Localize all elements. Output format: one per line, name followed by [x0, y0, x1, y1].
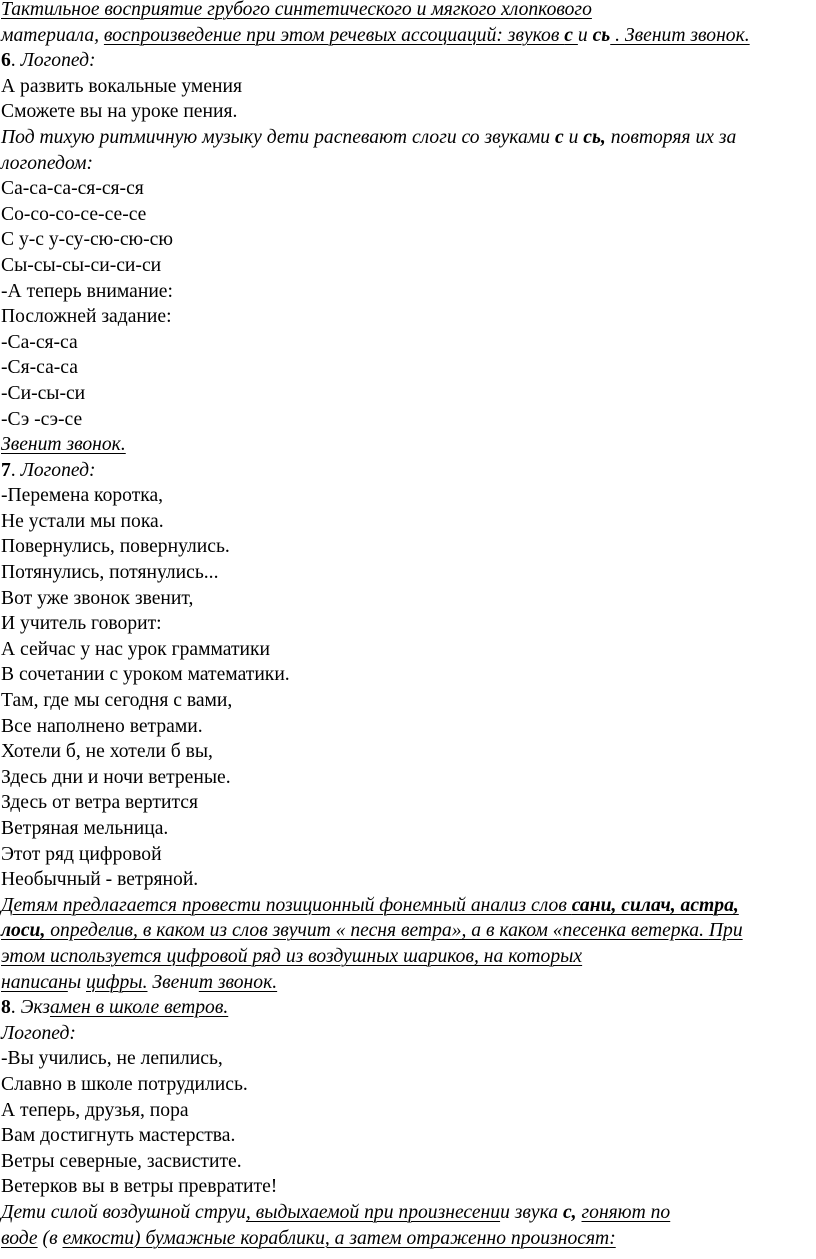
- task-line: [0, 918, 816, 944]
- poem-line: Необычный - ветряной.: [1, 869, 199, 891]
- task-text: пользуется цифровой ряд из воздушных шариков, на которых: [68, 945, 583, 967]
- text-line: Сможете вы на уроке пения.: [1, 101, 238, 123]
- poem-line: Повернулись, повернулись.: [1, 536, 230, 558]
- bell-line: [0, 432, 816, 458]
- intro-text: [104, 25, 578, 46]
- instruction-text: повторяя их за: [605, 126, 737, 148]
- task-text: воде: [1, 1227, 38, 1249]
- sound-s: с: [564, 24, 578, 46]
- task-text: емкости) бумажные кораблики, а затем отраженно произносят:: [62, 1227, 616, 1249]
- syllable-line: -А теперь внимание:: [1, 280, 173, 302]
- poem-line: Вам достигнуть мастерства.: [1, 1125, 236, 1147]
- intro-text: материала,: [1, 24, 104, 46]
- bell-text: . Звенит звонок.: [610, 24, 750, 46]
- task-line: [0, 893, 816, 919]
- intro-text: и: [577, 24, 593, 46]
- text-line: А развить вокальные умения: [1, 75, 242, 97]
- poem-line: Все наполнено ветрами.: [1, 715, 203, 737]
- task-text: написан: [1, 971, 68, 993]
- task-line: [0, 1226, 816, 1252]
- syllable-line: Со-со-со-се-се-се: [1, 203, 147, 225]
- instruction-line: логопедом:: [1, 152, 94, 174]
- syllable-line: Са-са-са-ся-ся-ся: [1, 178, 144, 200]
- separator: .: [10, 459, 21, 481]
- sound-sj: сь,: [583, 126, 606, 148]
- task-text: , выдыхаемой при произнесени: [245, 1201, 501, 1223]
- task-text: [1, 895, 739, 916]
- poem-line: -Вы учились, не лепились,: [1, 1048, 223, 1070]
- speaker-label: Логопед:: [20, 50, 96, 72]
- task-text: [1, 946, 582, 967]
- task-text: этом ис: [1, 945, 69, 967]
- intro-text: Тактильное восприятие грубого синтетического и мягкого хлопкового: [1, 0, 592, 20]
- poem-line: Здесь дни и ночи ветреные.: [1, 766, 231, 788]
- section-number: 6: [1, 50, 11, 72]
- task-line: [0, 1200, 816, 1226]
- instruction-line: [0, 125, 816, 151]
- syllable-line: С у-с у-су-сю-сю-сю: [1, 229, 174, 251]
- bell-text: Звени: [147, 971, 199, 993]
- syllable-line: -Ся-са-са: [1, 357, 78, 379]
- word-list: лоси,: [1, 920, 46, 942]
- task-line: [0, 970, 816, 996]
- section-8-heading: [0, 995, 816, 1021]
- task-text: (в: [37, 1227, 63, 1249]
- speaker-label: Логопед:: [1, 1022, 76, 1044]
- task-text: [1, 920, 743, 941]
- task-text: При: [708, 920, 743, 942]
- poem-line: -Перемена коротка,: [1, 485, 164, 507]
- poem-line: А сейчас у нас урок грамматики: [1, 638, 271, 660]
- intro-line-2: [0, 23, 816, 49]
- task-text: гоняют по: [581, 1201, 671, 1223]
- sound-s: с,: [562, 1201, 577, 1223]
- bell-text: т звонок.: [198, 971, 278, 993]
- poem-line: А теперь, друзья, пора: [1, 1099, 189, 1121]
- poem-line: Ветры северные, засвистите.: [1, 1150, 242, 1172]
- section-title: Экз: [20, 997, 50, 1019]
- task-line: [0, 944, 816, 970]
- task-text: и звука: [500, 1201, 563, 1223]
- task-text: ы: [67, 971, 86, 993]
- speaker-label: Логопед:: [20, 459, 96, 481]
- poem-line: Хотели б, не хотели б вы,: [1, 741, 213, 763]
- section-6-heading: [0, 48, 816, 74]
- poem-line: Славно в школе потрудились.: [1, 1073, 248, 1095]
- separator: .: [10, 997, 21, 1019]
- instruction-text: Под тихую ритмичную музыку дети распевают слоги со звуками: [1, 126, 555, 148]
- task-text: Детям предлагается провести позиционный фонемный анализ слов: [1, 894, 572, 916]
- poem-line: Вот уже звонок звенит,: [1, 587, 194, 609]
- task-text: цифры.: [86, 971, 148, 993]
- poem-line: Ветряная мельница.: [1, 818, 169, 839]
- intro-line-1: [0, 0, 816, 23]
- section-number: 7: [1, 459, 11, 481]
- separator: .: [10, 50, 21, 72]
- poem-line: Потянулись, потянулись...: [1, 562, 219, 584]
- syllable-line: Посложней задание:: [1, 306, 172, 328]
- poem-line: Здесь от ветра вертится: [1, 792, 198, 814]
- word-list: сани, силач, астра,: [571, 894, 739, 916]
- task-text: Дети силой воздушной струи: [1, 1201, 246, 1223]
- bell-text: Звенит звонок.: [1, 434, 126, 456]
- instruction-text: и: [563, 126, 584, 148]
- poem-line: Ветерков вы в ветры превратите!: [1, 1176, 278, 1198]
- poem-line: Там, где мы сегодня с вами,: [1, 690, 233, 712]
- syllable-line: -Са-ся-са: [1, 331, 78, 353]
- syllable-line: -Си-сы-си: [1, 382, 86, 404]
- syllable-line: -Сэ -сэ-се: [1, 408, 83, 430]
- poem-line: Не устали мы пока.: [1, 510, 164, 532]
- section-7-heading: [0, 458, 816, 484]
- syllable-line: Сы-сы-сы-си-си-си: [1, 254, 162, 276]
- section-title: амен в школе ветров.: [49, 997, 229, 1019]
- sound-s: с: [554, 126, 564, 148]
- section-number: 8: [1, 997, 11, 1019]
- poem-line: Этот ряд цифровой: [1, 843, 162, 865]
- poem-line: В сочетании с уроком математики.: [1, 664, 290, 686]
- sound-sj: сь: [592, 24, 611, 46]
- intro-text: воспроизведение при этом речевых ассоциаций: звуков: [103, 24, 565, 46]
- task-text: определив, в каком из слов звучит « песня ветра», а в каком «песенка ветерка.: [45, 920, 709, 942]
- poem-line: И учитель говорит:: [1, 613, 162, 635]
